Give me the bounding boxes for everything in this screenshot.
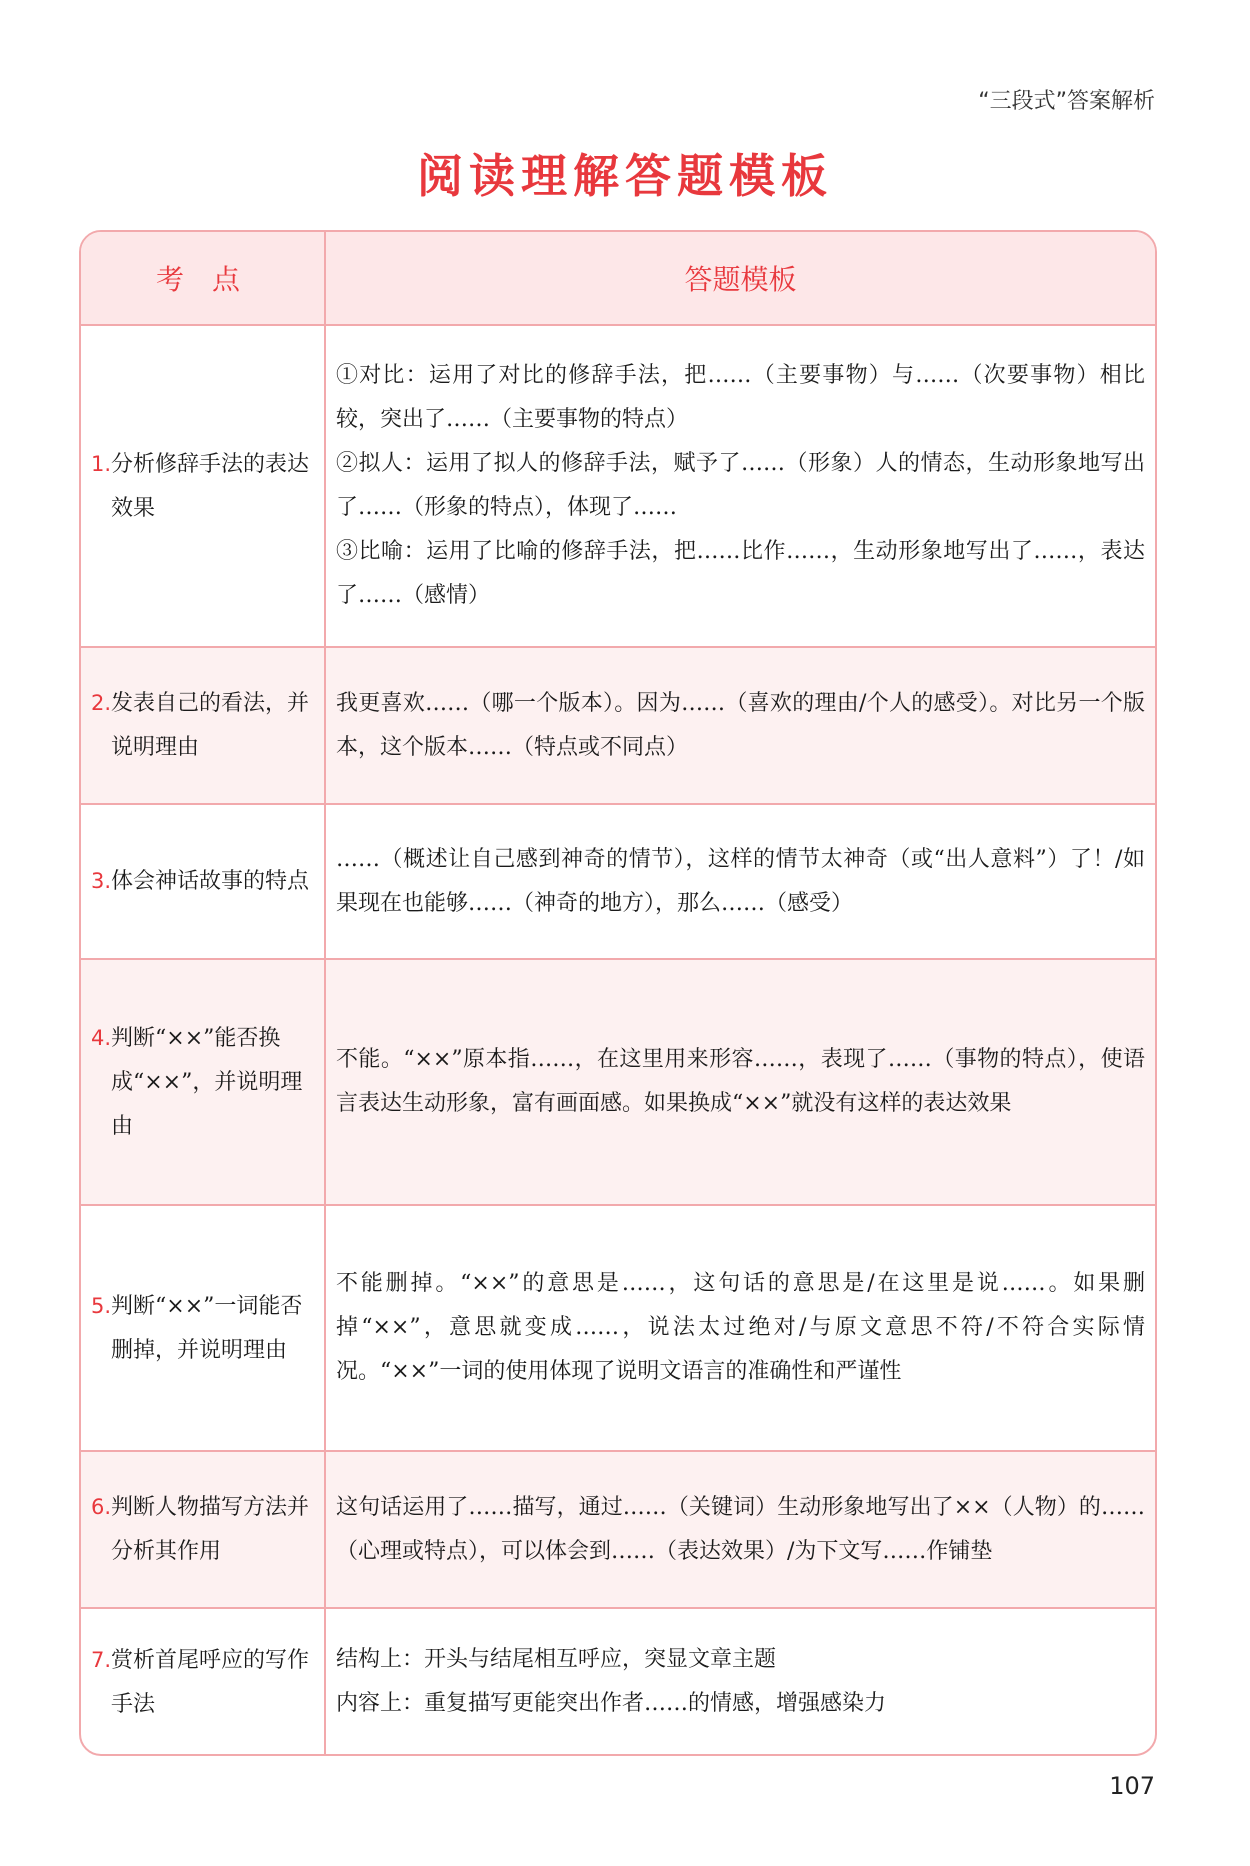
table-header-row: [81, 232, 1155, 325]
template-cell: [325, 325, 1155, 647]
point-text: 分析修辞手法的表达效果: [111, 451, 310, 521]
table-row: [81, 804, 1155, 959]
point-cell: [81, 1608, 325, 1755]
header-template: 答题模板: [325, 232, 1155, 325]
point-text: 体会神话故事的特点: [111, 869, 310, 894]
template-cell: [325, 1608, 1155, 1755]
template-line: 我更喜欢……（哪一个版本）。因为……（喜欢的理由/个人的感受）。对比另一个版本，这个版本……（特点或不同点）: [336, 690, 1145, 760]
row-number: 5.: [91, 1293, 112, 1318]
template-line: 内容上：重复描写更能突出作者……的情感，增强感染力: [336, 1691, 887, 1716]
point-text: 判断人物描写方法并分析其作用: [111, 1495, 310, 1564]
point-cell: [81, 804, 325, 959]
template-line: ①对比：运用了对比的修辞手法，把……（主要事物）与……（次要事物）相比较，突出了……（主要事物的特点）: [336, 363, 1145, 432]
template-line: 不能。“××”原本指……，在这里用来形容……，表现了……（事物的特点），使语言表达生动形象，富有画面感。如果换成“××”就没有这样的表达效果: [336, 1047, 1145, 1116]
row-number: 2.: [91, 691, 112, 715]
row-number: 1.: [91, 451, 112, 476]
page-title: 阅读理解答题模板: [417, 149, 833, 203]
page-number: 107: [1109, 1772, 1155, 1800]
template-cell: [325, 959, 1155, 1205]
table-row: [81, 1205, 1155, 1451]
template-line: 结构上：开头与结尾相互呼应，突显文章主题: [336, 1647, 777, 1672]
table-row: [81, 1451, 1155, 1608]
template-cell: [325, 804, 1155, 959]
template-table: [81, 232, 1155, 1755]
point-text: 赏析首尾呼应的写作手法: [111, 1647, 310, 1717]
row-number: 3.: [91, 869, 112, 893]
template-line: ②拟人：运用了拟人的修辞手法，赋予了……（形象）人的情态，生动形象地写出了……（形象的特点），体现了……: [336, 451, 1145, 520]
section-label: “三段式”答案解析: [978, 89, 1155, 114]
row-number: 4.: [91, 1025, 112, 1050]
template-cell: [325, 647, 1155, 804]
table-row: [81, 959, 1155, 1205]
template-cell: [325, 1451, 1155, 1608]
point-cell: [81, 959, 325, 1205]
point-cell: [81, 1451, 325, 1608]
template-cell: [325, 1205, 1155, 1451]
row-number: 7.: [91, 1647, 112, 1672]
header-point: 考点: [81, 232, 325, 325]
point-text: 发表自己的看法，并说明理由: [111, 691, 310, 760]
template-line: ……（概述让自己感到神奇的情节），这样的情节太神奇（或“出人意料”）了！/如果现在也能够……（神奇的地方），那么……（感受）: [336, 846, 1145, 916]
template-table-container: [79, 230, 1157, 1756]
point-cell: [81, 325, 325, 647]
table-row: [81, 1608, 1155, 1755]
template-line: ③比喻：运用了比喻的修辞手法，把……比作……，生动形象地写出了……，表达了……（感情）: [336, 539, 1145, 608]
table-row: [81, 325, 1155, 647]
template-line: 这句话运用了……描写，通过……（关键词）生动形象地写出了××（人物）的……（心理或特点），可以体会到……（表达效果）/为下文写……作铺垫: [336, 1494, 1145, 1564]
point-text: 判断“××”一词能否删掉，并说明理由: [111, 1293, 303, 1363]
point-cell: [81, 1205, 325, 1451]
point-cell: [81, 647, 325, 804]
row-number: 6.: [91, 1495, 112, 1519]
table-row: [81, 647, 1155, 804]
template-line: 不能删掉。“××”的意思是……，这句话的意思是/在这里是说……。如果删掉“××”，意思就变成……，说法太过绝对/与原文意思不符/不符合实际情况。“××”一词的使用体现了说明文语言的准确性和严谨性: [336, 1271, 1145, 1384]
point-text: 判断“××”能否换成“××”，并说明理由: [111, 1025, 303, 1139]
